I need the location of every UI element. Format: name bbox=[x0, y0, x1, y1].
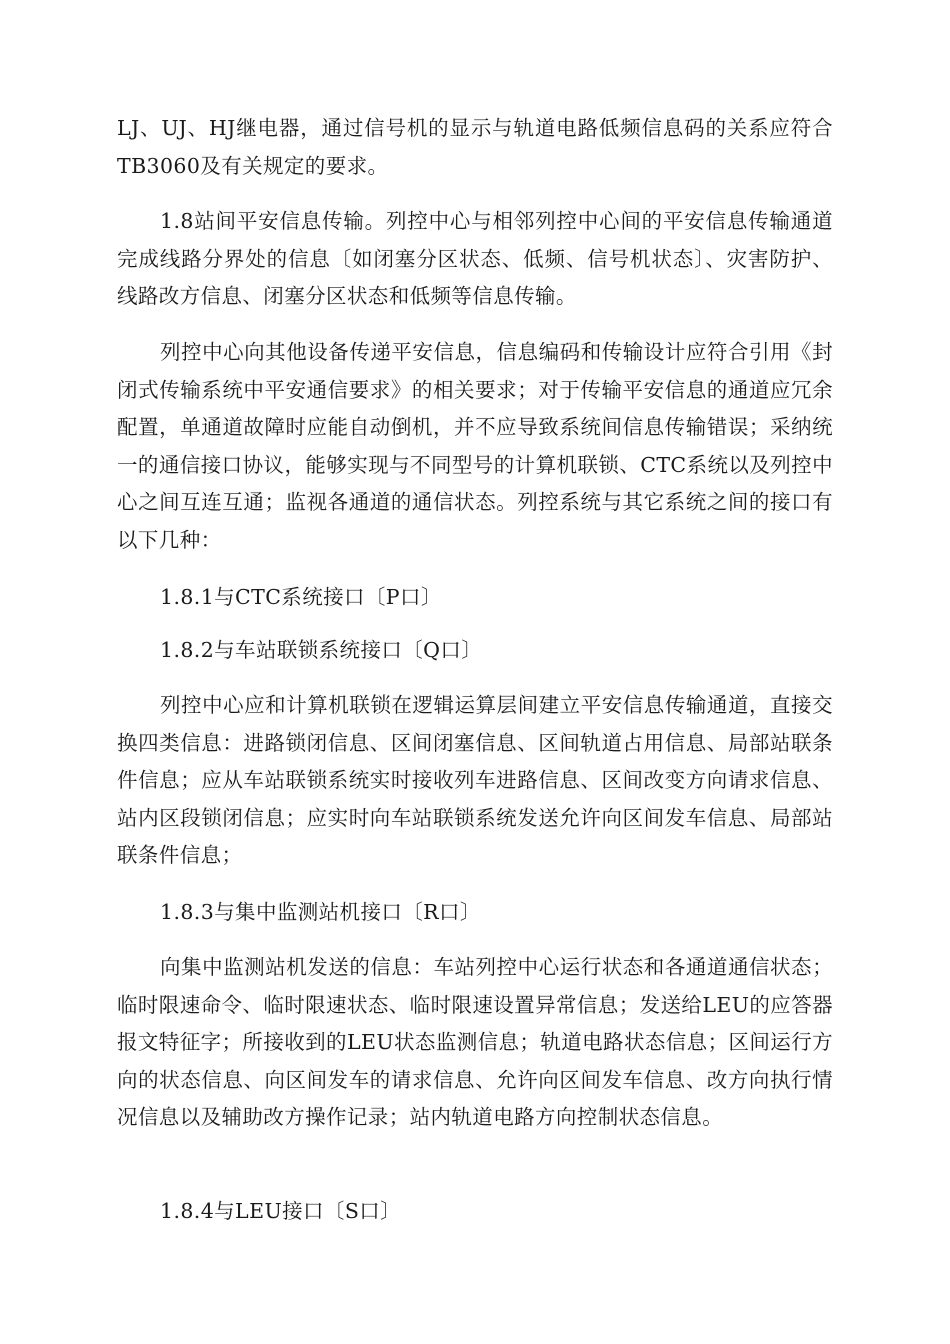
paragraph-interlocking-information: 列控中心应和计算机联锁在逻辑运算层间建立平安信息传输通道，直接交换四类信息：进路锁闭信息、区间闭塞信息、区间轨道占用信息、局部站联条件信息；应从车站联锁系统实时接收列车进路信息、区间改变方向请求信息、站内区段锁闭信息；应实时向车站联锁系统发送允许向区间发车信息、局部站联条件信息； bbox=[117, 693, 833, 867]
paragraph-relay-requirements: LJ、UJ、HJ继电器，通过信号机的显示与轨道电路低频信息码的关系应符合TB3060及有关规定的要求。 bbox=[117, 116, 833, 178]
section-heading-monitoring-interface: 1.8.3与集中监测站机接口〔R口〕 bbox=[160, 900, 481, 924]
paragraph-tcc-safety-information: 列控中心向其他设备传递平安信息，信息编码和传输设计应符合引用《封闭式传输系统中平安通信要求》的相关要求；对于传输平安信息的通道应冗余配置，单通道故障时应能自动倒机，并不应导致系统间信息传输错误；采纳统一的通信接口协议，能够实现与不同型号的计算机联锁、CTC系统以及列控中心之间互连互通；监视各通道的通信状态。列控系统与其它系统之间的接口有以下几种： bbox=[117, 340, 833, 552]
paragraph-monitoring-information: 向集中监测站机发送的信息：车站列控中心运行状态和各通道通信状态；临时限速命令、临时限速状态、临时限速设置异常信息；发送给LEU的应答器报文特征字；所接收到的LEU状态监测信息；轨道电路状态信息；区间运行方向的状态信息、向区间发车的请求信息、允许向区间发车信息、改方向执行情况信息以及辅助改方操作记录；站内轨道电路方向控制状态信息。 bbox=[117, 955, 833, 1129]
section-heading-leu-interface: 1.8.4与LEU接口〔S口〕 bbox=[160, 1199, 402, 1223]
section-heading-interlocking-interface: 1.8.2与车站联锁系统接口〔Q口〕 bbox=[160, 638, 483, 662]
paragraph-station-safety-transmission: 1.8站间平安信息传输。列控中心与相邻列控中心间的平安信息传输通道完成线路分界处的信息〔如闭塞分区状态、低频、信号机状态〕、灾害防护、线路改方信息、闭塞分区状态和低频等信息传输。 bbox=[117, 209, 833, 308]
section-heading-ctc-interface: 1.8.1与CTC系统接口〔P口〕 bbox=[160, 585, 442, 609]
